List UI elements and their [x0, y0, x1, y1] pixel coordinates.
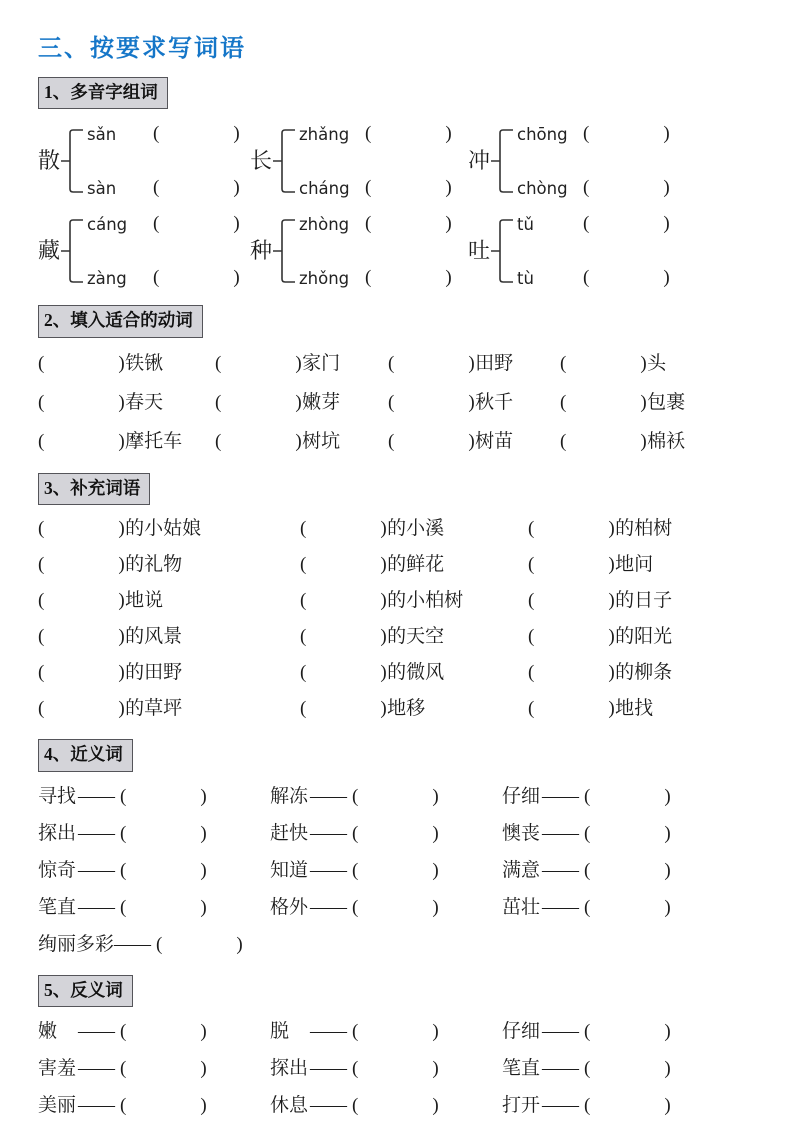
answer-blank: ( ): [352, 1094, 440, 1116]
prompt-word: 美丽: [38, 1094, 77, 1116]
pinyin-reading: chōng: [517, 124, 568, 144]
prompt-word: 探出: [38, 822, 77, 844]
pinyin-rows: [299, 211, 452, 291]
complete-words-grid: [38, 511, 753, 727]
complete-word-item: [300, 691, 528, 727]
answer-blank: ( ): [352, 1020, 440, 1042]
phrase-tail: 地找: [615, 698, 654, 720]
noun-word: 树坑: [302, 430, 341, 452]
verb-fill-item: [388, 422, 560, 461]
pinyin-rows: [299, 121, 452, 201]
noun-word: 包裹: [647, 391, 686, 413]
answer-blank: ( ): [584, 859, 672, 881]
answer-blank: ( ): [584, 896, 672, 918]
prompt-word: 仔细: [502, 785, 541, 807]
phrase-tail: 地问: [615, 554, 654, 576]
prompt-word: 寻找: [38, 785, 77, 807]
pinyin-reading: zhòng: [299, 214, 350, 234]
synonym-item: [502, 889, 753, 926]
antonym-item: [270, 1087, 502, 1122]
answer-blank: ( ): [120, 859, 208, 881]
dash-separator: ——: [542, 859, 578, 881]
dash-separator: ——: [310, 1057, 346, 1079]
answer-blank: ( ): [584, 1094, 672, 1116]
dash-separator: ——: [114, 933, 151, 955]
section-4-heading: 4、近义词: [38, 739, 133, 771]
dash-separator: ——: [78, 1057, 114, 1079]
complete-word-item: [528, 655, 753, 691]
verb-fill-item: [560, 383, 753, 422]
antonym-item: [270, 1050, 502, 1087]
phrase-tail: 的田野: [125, 662, 183, 684]
answer-blank: ( ): [120, 896, 208, 918]
pinyin-reading: cháng: [299, 178, 350, 198]
answer-blank: ( ): [583, 123, 671, 145]
section-5-heading: 5、反义词: [38, 975, 133, 1007]
polyphone-character: 散: [38, 148, 61, 174]
phrase-tail: 的礼物: [125, 554, 183, 576]
pinyin-reading: tù: [517, 268, 534, 288]
answer-blank: ( ): [388, 430, 476, 452]
page-title: 三、按要求写词语: [38, 34, 246, 62]
complete-word-item: [300, 655, 528, 691]
answer-blank: ( ): [300, 626, 388, 648]
verb-fill-item: [38, 422, 215, 461]
polyphone-group: [250, 209, 468, 293]
pinyin-row: [517, 175, 670, 201]
polyphone-character: 长: [250, 148, 273, 174]
answer-blank: ( ): [120, 785, 208, 807]
pinyin-row: [87, 265, 240, 291]
pinyin-row: [299, 121, 452, 147]
answer-blank: ( ): [528, 554, 616, 576]
answer-blank: ( ): [300, 590, 388, 612]
noun-word: 春天: [125, 391, 164, 413]
prompt-word: 满意: [502, 859, 541, 881]
synonym-item: [270, 778, 502, 815]
answer-blank: ( ): [365, 123, 453, 145]
complete-word-item: [300, 511, 528, 547]
pinyin-reading: zàng: [87, 268, 127, 288]
synonym-item: [502, 815, 753, 852]
complete-word-item: [38, 547, 300, 583]
verb-fill-item: [388, 344, 560, 383]
answer-blank: ( ): [352, 859, 440, 881]
phrase-tail: 的鲜花: [387, 554, 445, 576]
dash-separator: ——: [542, 785, 578, 807]
answer-blank: ( ): [560, 430, 648, 452]
prompt-word: 害羞: [38, 1057, 77, 1079]
prompt-word: 解冻: [270, 785, 309, 807]
noun-word: 摩托车: [125, 430, 183, 452]
section-fill-verbs: [38, 305, 753, 460]
synonym-grid: [38, 778, 753, 926]
answer-blank: ( ): [583, 177, 671, 199]
pinyin-rows: [517, 211, 670, 291]
polyphone-character: 冲: [468, 148, 491, 174]
phrase-tail: 的小柏树: [387, 590, 464, 612]
complete-word-item: [528, 547, 753, 583]
answer-blank: ( ): [38, 626, 126, 648]
brace-bracket-icon: [61, 211, 85, 291]
verb-fill-item: [388, 383, 560, 422]
answer-blank: ( ): [38, 590, 126, 612]
polyphone-character: 藏: [38, 238, 61, 264]
prompt-word: 嫩: [38, 1020, 58, 1042]
complete-word-item: [38, 619, 300, 655]
complete-word-item: [528, 691, 753, 727]
verb-fill-item: [38, 383, 215, 422]
prompt-word: 懊丧: [502, 822, 541, 844]
answer-blank: ( ): [120, 1094, 208, 1116]
dash-separator: ——: [78, 896, 114, 918]
verb-fill-item: [38, 344, 215, 383]
complete-word-item: [300, 619, 528, 655]
answer-blank: ( ): [215, 391, 303, 413]
brace-bracket-icon: [61, 121, 85, 201]
answer-blank: ( ): [300, 662, 388, 684]
dash-separator: ——: [542, 822, 578, 844]
answer-blank: ( ): [38, 662, 126, 684]
dash-separator: ——: [78, 785, 114, 807]
verb-fill-item: [560, 344, 753, 383]
dash-separator: ——: [78, 859, 114, 881]
prompt-word: 休息: [270, 1094, 309, 1116]
dash-separator: ——: [78, 1020, 114, 1042]
synonym-item: [270, 815, 502, 852]
answer-blank: ( ): [560, 391, 648, 413]
brace-bracket-icon: [491, 211, 515, 291]
polyphone-group: [468, 209, 753, 293]
noun-word: 秋千: [475, 391, 514, 413]
brace-bracket-icon: [273, 121, 297, 201]
answer-blank: ( ): [584, 822, 672, 844]
complete-word-item: [300, 547, 528, 583]
phrase-tail: 的柏树: [615, 518, 673, 540]
answer-blank: ( ): [365, 267, 453, 289]
answer-blank: ( ): [352, 1057, 440, 1079]
answer-blank: ( ): [300, 518, 388, 540]
pinyin-rows: [517, 121, 670, 201]
answer-blank: ( ): [583, 267, 671, 289]
verb-fill-item: [215, 422, 388, 461]
pinyin-reading: tǔ: [517, 214, 534, 234]
phrase-tail: 的日子: [615, 590, 673, 612]
polyphone-group: [38, 119, 250, 203]
antonym-grid: [38, 1013, 753, 1122]
phrase-tail: 的微风: [387, 662, 445, 684]
answer-blank: ( ): [120, 1020, 208, 1042]
prompt-word: 知道: [270, 859, 309, 881]
noun-word: 棉袄: [647, 430, 686, 452]
answer-blank: ( ): [156, 933, 244, 955]
verb-fill-item: [215, 344, 388, 383]
answer-blank: ( ): [300, 554, 388, 576]
pinyin-reading: sàn: [87, 178, 117, 198]
synonym-item: [38, 815, 270, 852]
pinyin-row: [517, 265, 670, 291]
verb-fill-item: [560, 422, 753, 461]
answer-blank: ( ): [352, 822, 440, 844]
section-1-heading: 1、多音字组词: [38, 77, 168, 109]
brace-bracket-icon: [273, 211, 297, 291]
phrase-tail: 地说: [125, 590, 164, 612]
pinyin-reading: zhǎng: [299, 124, 350, 144]
prompt-word: 格外: [270, 896, 309, 918]
answer-blank: ( ): [584, 1020, 672, 1042]
dash-separator: ——: [310, 859, 346, 881]
polyphone-character: 吐: [468, 238, 491, 264]
phrase-tail: 的天空: [387, 626, 445, 648]
answer-blank: ( ): [528, 662, 616, 684]
dash-separator: ——: [78, 822, 114, 844]
complete-word-item: [300, 583, 528, 619]
synonym-item: [502, 852, 753, 889]
noun-word: 头: [647, 352, 667, 374]
answer-blank: ( ): [153, 213, 241, 235]
answer-blank: ( ): [215, 430, 303, 452]
answer-blank: ( ): [38, 391, 126, 413]
synonym-item: [270, 852, 502, 889]
pinyin-row: [87, 211, 240, 237]
pinyin-row: [517, 211, 670, 237]
complete-word-item: [38, 691, 300, 727]
answer-blank: ( ): [584, 1057, 672, 1079]
dash-separator: ——: [542, 1057, 578, 1079]
complete-word-item: [38, 655, 300, 691]
answer-blank: ( ): [584, 785, 672, 807]
answer-blank: ( ): [153, 123, 241, 145]
section-antonyms: [38, 975, 753, 1122]
antonym-item: [502, 1087, 753, 1122]
synonym-item: [38, 852, 270, 889]
answer-blank: ( ): [153, 267, 241, 289]
polyphone-group: [468, 119, 753, 203]
section-polyphone-words: [38, 77, 753, 293]
answer-blank: ( ): [365, 213, 453, 235]
answer-blank: ( ): [560, 352, 648, 374]
pinyin-row: [87, 121, 240, 147]
synonym-item: [38, 889, 270, 926]
pinyin-row: [87, 175, 240, 201]
answer-blank: ( ): [38, 554, 126, 576]
phrase-tail: 的风景: [125, 626, 183, 648]
prompt-word: 脱: [270, 1020, 290, 1042]
pinyin-reading: zhǒng: [299, 268, 350, 288]
dash-separator: ——: [78, 1094, 114, 1116]
section-2-heading: 2、填入适合的动词: [38, 305, 203, 337]
answer-blank: ( ): [153, 177, 241, 199]
phrase-tail: 地移: [387, 698, 426, 720]
section-synonyms: [38, 739, 753, 962]
pinyin-row: [517, 121, 670, 147]
answer-blank: ( ): [388, 391, 476, 413]
synonym-item: [502, 778, 753, 815]
phrase-tail: 的小溪: [387, 518, 445, 540]
answer-blank: ( ): [215, 352, 303, 374]
pinyin-reading: sǎn: [87, 124, 117, 144]
answer-blank: ( ): [583, 213, 671, 235]
answer-blank: ( ): [38, 352, 126, 374]
phrase-tail: 的草坪: [125, 698, 183, 720]
dash-separator: ——: [310, 1020, 346, 1042]
complete-word-item: [528, 511, 753, 547]
dash-separator: ——: [542, 896, 578, 918]
noun-word: 树苗: [475, 430, 514, 452]
antonym-item: [502, 1050, 753, 1087]
answer-blank: ( ): [388, 352, 476, 374]
complete-word-item: [528, 583, 753, 619]
answer-blank: ( ): [38, 430, 126, 452]
dash-separator: ——: [310, 822, 346, 844]
complete-word-item: [38, 511, 300, 547]
phrase-tail: 的柳条: [615, 662, 673, 684]
prompt-word: 仔细: [502, 1020, 541, 1042]
pinyin-reading: chòng: [517, 178, 568, 198]
answer-blank: ( ): [120, 822, 208, 844]
pinyin-row: [299, 211, 452, 237]
prompt-word: 打开: [502, 1094, 541, 1116]
noun-word: 家门: [302, 352, 341, 374]
answer-blank: ( ): [528, 518, 616, 540]
dash-separator: ——: [310, 896, 346, 918]
answer-blank: ( ): [120, 1057, 208, 1079]
antonym-item: [502, 1013, 753, 1050]
polyphone-groups: [38, 119, 753, 293]
dash-separator: ——: [542, 1094, 578, 1116]
dash-separator: ——: [310, 785, 346, 807]
answer-blank: ( ): [38, 698, 126, 720]
brace-bracket-icon: [491, 121, 515, 201]
answer-blank: ( ): [300, 698, 388, 720]
verb-fill-grid: [38, 344, 753, 461]
noun-word: 嫩芽: [302, 391, 341, 413]
synonym-item: [38, 778, 270, 815]
antonym-item: [38, 1087, 270, 1122]
dash-separator: ——: [542, 1020, 578, 1042]
prompt-word: 茁壮: [502, 896, 541, 918]
dash-separator: ——: [310, 1094, 346, 1116]
prompt-word: 探出: [270, 1057, 309, 1079]
polyphone-group: [250, 119, 468, 203]
verb-fill-item: [215, 383, 388, 422]
antonym-item: [270, 1013, 502, 1050]
prompt-word: 笔直: [38, 896, 77, 918]
pinyin-rows: [87, 211, 240, 291]
complete-word-item: [528, 619, 753, 655]
prompt-word: 赶快: [270, 822, 309, 844]
synonym-item-long: [38, 926, 753, 963]
polyphone-group: [38, 209, 250, 293]
answer-blank: ( ): [528, 698, 616, 720]
synonym-item: [270, 889, 502, 926]
answer-blank: ( ): [352, 896, 440, 918]
section-3-heading: 3、补充词语: [38, 473, 150, 505]
section-complete-words: [38, 473, 753, 727]
noun-word: 田野: [475, 352, 514, 374]
polyphone-character: 种: [250, 238, 273, 264]
pinyin-reading: cáng: [87, 214, 128, 234]
antonym-item: [38, 1013, 270, 1050]
answer-blank: ( ): [38, 518, 126, 540]
complete-word-item: [38, 583, 300, 619]
answer-blank: ( ): [528, 626, 616, 648]
phrase-tail: 的小姑娘: [125, 518, 202, 540]
pinyin-rows: [87, 121, 240, 201]
pinyin-row: [299, 265, 452, 291]
answer-blank: ( ): [365, 177, 453, 199]
answer-blank: ( ): [528, 590, 616, 612]
prompt-word: 惊奇: [38, 859, 77, 881]
antonym-item: [38, 1050, 270, 1087]
answer-blank: ( ): [352, 785, 440, 807]
prompt-word: 绚丽多彩: [38, 933, 115, 955]
pinyin-row: [299, 175, 452, 201]
noun-word: 铁锹: [125, 352, 164, 374]
phrase-tail: 的阳光: [615, 626, 673, 648]
prompt-word: 笔直: [502, 1057, 541, 1079]
